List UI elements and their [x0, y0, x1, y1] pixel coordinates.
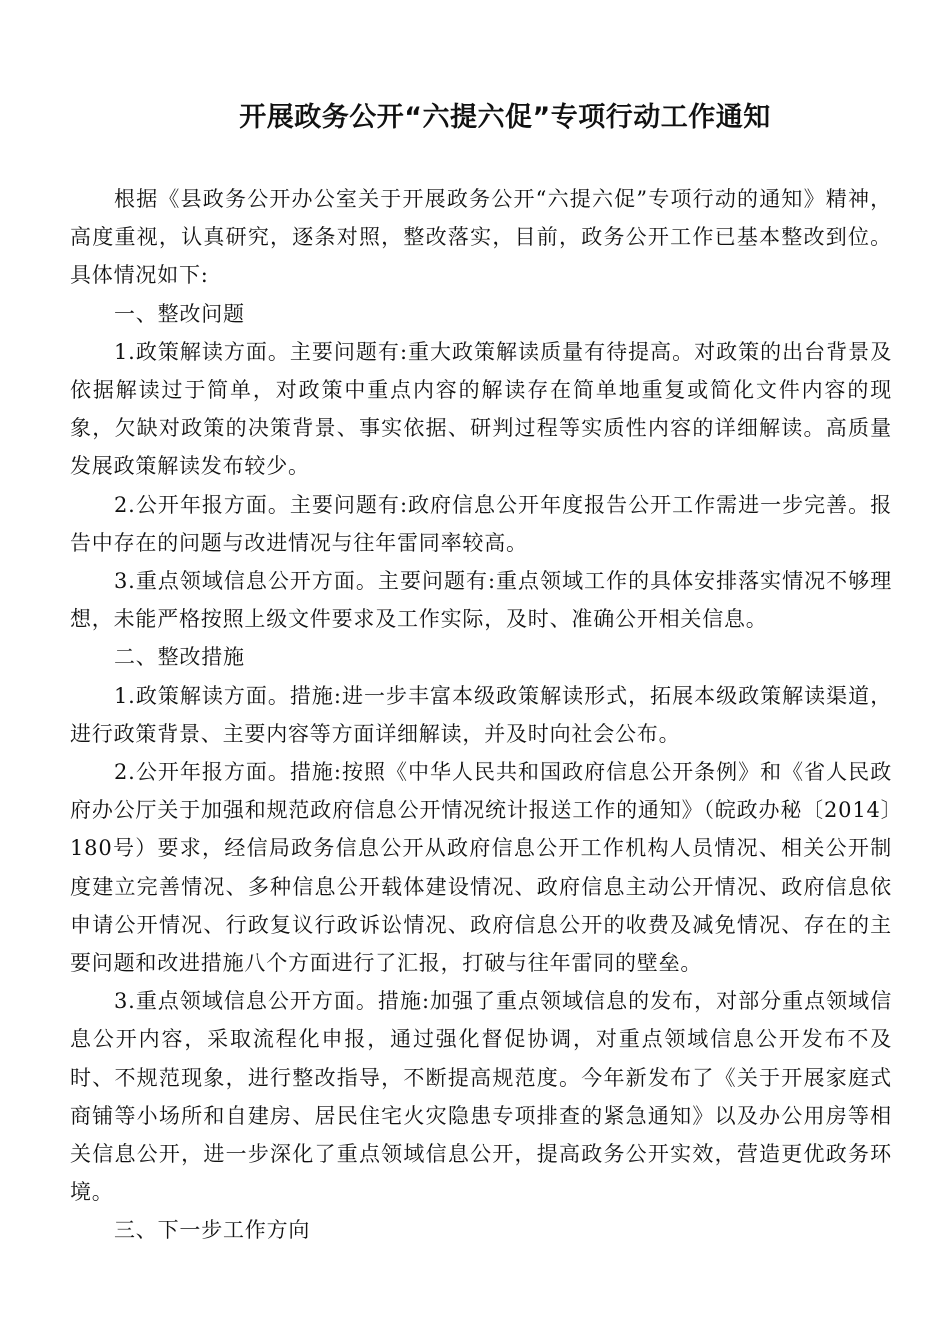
intro-paragraph: 根据《县政务公开办公室关于开展政务公开“六提六促”专项行动的通知》精神，高度重视，认真研究，逐条对照，整改落实，目前，政务公开工作已基本整改到位。具体情况如下: — [70, 187, 892, 288]
section-heading-measures: 二、整改措施 — [114, 645, 245, 670]
document-body — [70, 180, 892, 1250]
section-heading-problems: 一、整改问题 — [114, 301, 245, 326]
problem-policy-interpretation: 1.政策解读方面。主要问题有:重大政策解读质量有待提高。对政策的出台背景及依据解读过于简单，对政策中重点内容的解读存在简单地重复或简化文件内容的现象，欠缺对政策的决策背景、事实依据、研判过程等实质性内容的详细解读。高质量发展政策解读发布较少。 — [70, 339, 892, 479]
problem-key-areas: 3.重点领域信息公开方面。主要问题有:重点领域工作的具体安排落实情况不够理想，未能严格按照上级文件要求及工作实际，及时、准确公开相关信息。 — [70, 569, 892, 632]
document-title: 开展政务公开“六提六促”专项行动工作通知 — [239, 102, 771, 133]
section-heading-next-steps: 三、下一步工作方向 — [114, 1218, 311, 1243]
measure-policy-interpretation: 1.政策解读方面。措施:进一步丰富本级政策解读形式，拓展本级政策解读渠道，进行政策背景、主要内容等方面详细解读，并及时向社会公布。 — [70, 683, 892, 746]
measure-annual-report: 2.公开年报方面。措施:按照《中华人民共和国政府信息公开条例》和《省人民政府办公厅关于加强和规范政府信息公开情况统计报送工作的通知》（皖政办秘〔2014〕180号）要求，经信局政务信息公开从政府信息公开工作机构人员情况、相关公开制度建立完善情况、多种信息公开载体建设情况、政府信息主动公开情况、政府信息依申请公开情况、行政复议行政诉讼情况、政府信息公开的收费及减免情况、存在的主要问题和改进措施八个方面进行了汇报，打破与往年雷同的壁垒。 — [70, 760, 892, 976]
measure-key-areas: 3.重点领域信息公开方面。措施:加强了重点领域信息的发布，对部分重点领域信息公开内容，采取流程化申报，通过强化督促协调，对重点领域信息公开发布不及时、不规范现象，进行整改指导，不断提高规范度。今年新发布了《关于开展家庭式商铺等小场所和自建房、居民住宅火灾隐患专项排查的紧急通知》以及办公用房等相关信息公开，进一步深化了重点领域信息公开，提高政务公开实效，营造更优政务环境。 — [70, 989, 892, 1205]
problem-annual-report: 2.公开年报方面。主要问题有:政府信息公开年度报告公开工作需进一步完善。报告中存在的问题与改进情况与往年雷同率较高。 — [70, 492, 892, 555]
